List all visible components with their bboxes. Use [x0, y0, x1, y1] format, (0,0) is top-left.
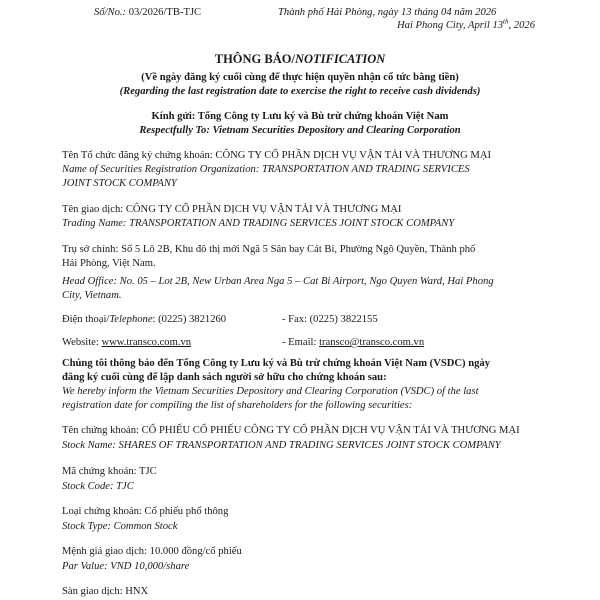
fax: - Fax: (0225) 3822155 — [282, 314, 378, 325]
stock-name-vietnamese: Tên chứng khoán: CỔ PHIẾU CỔ PHIẾU CÔNG TY CỔ PHẦN DỊCH VỤ VẬN TẢI VÀ THƯƠNG MẠI — [62, 425, 520, 436]
head-office-english-line-2: City, Vietnam. — [62, 290, 122, 301]
stock-code-english: Stock Code: TJC — [62, 481, 134, 492]
date-english: Hai Phong City, April 13th, 2026 — [397, 17, 535, 31]
org-name-english-line-2: JOINT STOCK COMPANY — [62, 178, 177, 189]
trading-name-vietnamese: Tên giao dịch: CÔNG TY CỔ PHẦN DỊCH VỤ VẬN TẢI VÀ THƯƠNG MẠI — [62, 204, 402, 215]
stock-name-english: Stock Name: SHARES OF TRANSPORTATION AND TRADING SERVICES JOINT STOCK COMPANY — [62, 440, 501, 451]
intro-vietnamese-line-2: đăng ký cuối cùng để lập danh sách người sở hữu cho chứng khoán sau: — [62, 372, 387, 383]
intro-english-line-2: registration date for compiling the list of shareholders for the following securities: — [62, 400, 413, 411]
document-title: THÔNG BÁO/NOTIFICATION — [214, 52, 386, 66]
stock-code-vietnamese: Mã chứng khoán: TJC — [62, 466, 157, 477]
org-name-english-line-1: Name of Securities Registration Organization: TRANSPORTATION AND TRADING SERVICES — [62, 164, 470, 175]
head-office-english-line-1: Head Office: No. 05 – Lot 2B, New Urban Area Nga 5 – Cat Bi Airport, Ngo Quyen Ward, Hai Phong — [62, 276, 494, 287]
intro-vietnamese-line-1: Chúng tôi thông báo đến Tổng Công ty Lưu ký và Bù trừ chứng khoán Việt Nam (VSDC) ngày — [62, 358, 491, 369]
recipient-english: Respectfully To: Vietnam Securities Depository and Clearing Corporation — [139, 125, 461, 136]
par-value-vietnamese: Mệnh giá giao dịch: 10.000 đồng/cổ phiếu — [62, 546, 242, 557]
document-number: Số/No.: 03/2026/TB-TJC — [94, 7, 202, 18]
website: Website: www.transco.com.vn — [62, 337, 192, 348]
telephone: Điện thoại/Telephone: (0225) 3821260 — [62, 314, 227, 325]
email: - Email: transco@transco.com.vn — [282, 337, 425, 348]
intro-english-line-1: We hereby inform the Vietnam Securities Depository and Clearing Corporation (VSDC) of the last — [62, 386, 479, 397]
subtitle-english: (Regarding the last registration date to exercise the right to receive cash dividends) — [119, 86, 481, 97]
stock-type-vietnamese: Loại chứng khoán: Cổ phiếu phổ thông — [62, 506, 229, 517]
recipient-vietnamese: Kính gửi: Tổng Công ty Lưu ký và Bù trừ chứng khoán Việt Nam — [151, 111, 449, 122]
par-value-english: Par Value: VND 10,000/share — [62, 561, 190, 572]
trading-name-english: Trading Name: TRANSPORTATION AND TRADING SERVICES JOINT STOCK COMPANY — [62, 218, 455, 229]
date-vietnamese: Thành phố Hải Phòng, ngày 13 tháng 04 năm 2026 — [278, 7, 497, 18]
org-name-vietnamese: Tên Tổ chức đăng ký chứng khoán: CÔNG TY CỔ PHẦN DỊCH VỤ VẬN TẢI VÀ THƯƠNG MẠI — [62, 150, 492, 161]
website-link[interactable]: www.transco.com.vn — [101, 337, 192, 348]
exchange-vietnamese: Sàn giao dịch: HNX — [62, 586, 149, 597]
head-office-vietnamese-line-1: Trụ sở chính: Số 5 Lô 2B, Khu đô thị mới Ngã 5 Sân bay Cát Bi, Phường Ngô Quyền, Thành phố — [62, 244, 476, 255]
stock-type-english: Stock Type: Common Stock — [62, 521, 178, 532]
subtitle-vietnamese: (Về ngày đăng ký cuối cùng để thực hiện quyền nhận cổ tức bằng tiền) — [141, 72, 459, 83]
head-office-vietnamese-line-2: Hải Phòng, Việt Nam. — [62, 258, 156, 269]
email-link[interactable]: transco@transco.com.vn — [319, 337, 425, 348]
